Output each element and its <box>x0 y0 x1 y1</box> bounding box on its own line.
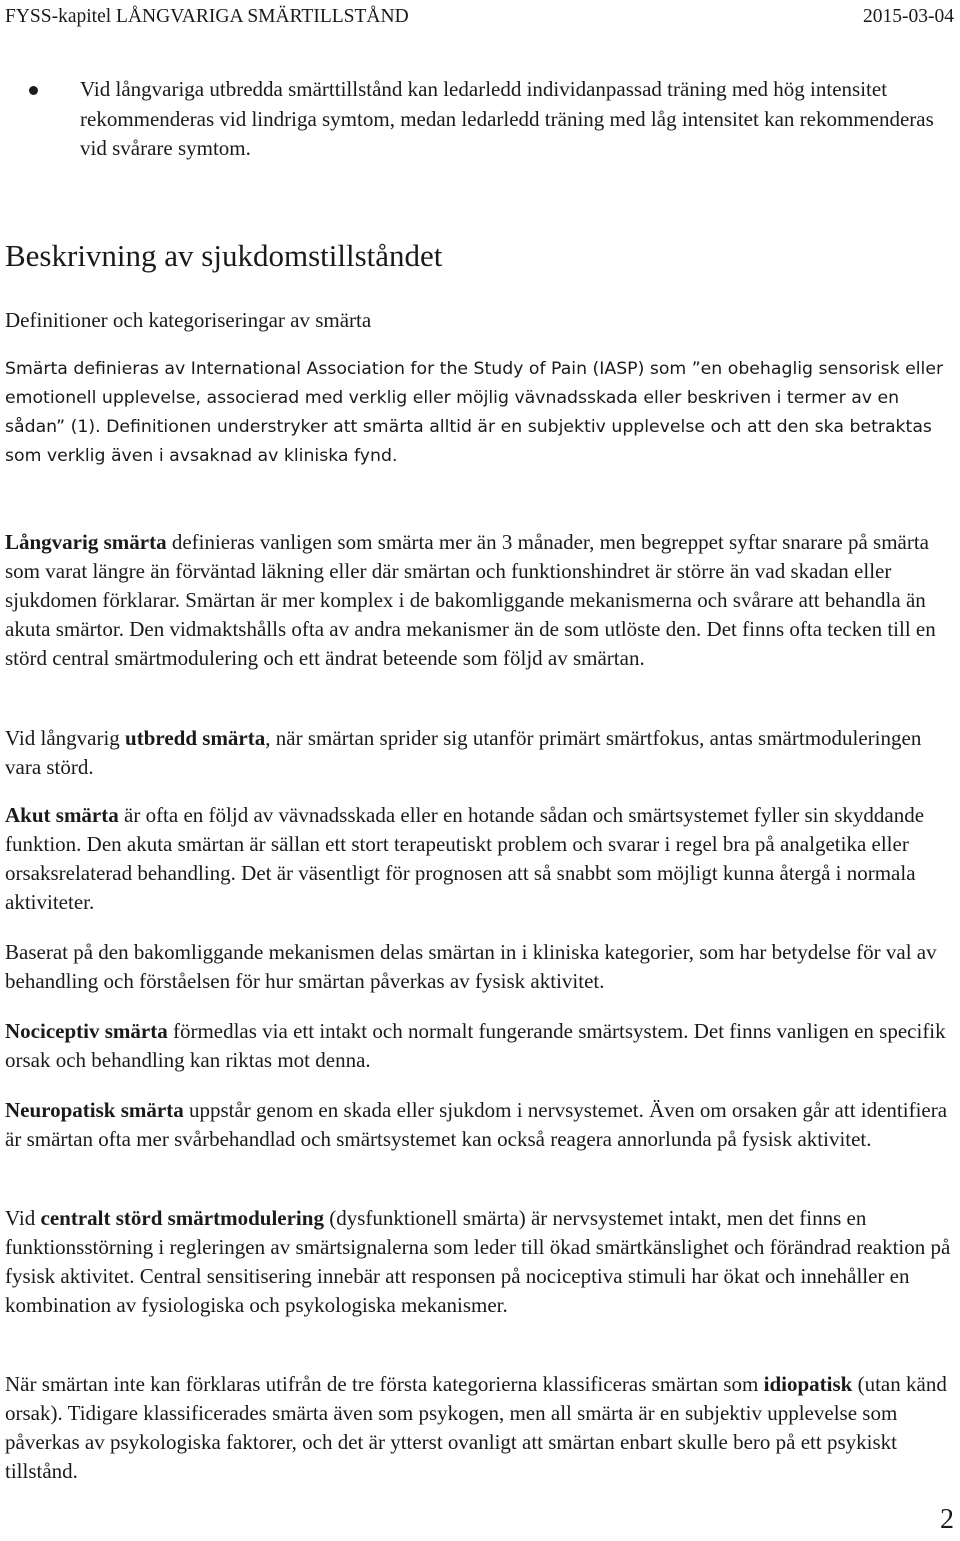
paragraph-text: (dysfunktionell smärta) är nervsystemet intakt, men det finns en funktionsstörning i regleringen av smärtsignalerna som leder till ökad smärtkänslighet och förändrad reaktion på fysisk aktivitet. Central sensitisering innebär att responsen på nociceptiva stimuli har ökat och innehåller en kombination av fysiologiska och psykologiska mekanismer. <box>5 1206 951 1317</box>
paragraph-text: Vid <box>5 1206 41 1230</box>
term-bold: Neuropatisk smärta <box>5 1098 184 1122</box>
paragraph-text: Vid långvarig <box>5 726 126 750</box>
paragraph-iasp-definition <box>5 355 960 471</box>
paragraph-neuropatisk-smarta <box>5 1096 960 1154</box>
term-bold: Nociceptiv smärta <box>5 1019 168 1043</box>
bullet-icon <box>29 86 38 95</box>
header-date: 2015-03-04 <box>863 6 954 27</box>
term-bold: Akut smärta <box>5 803 119 827</box>
paragraph-text: (utan känd orsak). Tidigare klassificerades smärta även som psykogen, men all smärta är en subjektiv upplevelse som påverkas av psykologiska faktorer, och det är ytterst ovanligt att smärtan enbart skulle bero på ett psykiskt tillstånd. <box>5 1372 947 1483</box>
paragraph-langvarig-smarta <box>5 528 960 673</box>
paragraph-utbredd-smarta <box>5 724 960 782</box>
paragraph-text: , när smärtan sprider sig utanför primärt smärtfokus, antas smärtmoduleringen vara störd. <box>5 726 922 779</box>
paragraph-text: Baserat på den bakomliggande mekanismen delas smärtan in i kliniska kategorier, som har betydelse för val av behandling och förståelsen för hur smärtan påverkas av fysisk aktivitet. <box>5 940 937 993</box>
header-chapter-title: FYSS-kapitel LÅNGVARIGA SMÄRTILLSTÅND <box>5 6 409 27</box>
paragraph-text: är ofta en följd av vävnadsskada eller en hotande sådan och smärtsystemet fyller sin skyddande funktion. Den akuta smärtan är sällan ett stort terapeutiskt problem och svarar i regel bra på analgetika eller orsaksrelaterad behandling. Det är väsentligt för prognosen att så snabbt som möjligt kunna återgå i normala aktiviteter. <box>5 803 925 914</box>
paragraph-kliniska-kategorier <box>5 938 960 996</box>
paragraph-text: förmedlas via ett intakt och normalt fungerande smärtsystem. Det finns vanligen en specifik orsak och behandling kan riktas mot denna. <box>5 1019 946 1072</box>
paragraph-text: Smärta definieras av International Association for the Study of Pain (IASP) som ”en obehaglig sensorisk eller emotionell upplevelse, associerad med verklig eller möjlig vävnadsskada eller beskriven i termer av en sådan” (1). Definitionen understryker att smärta alltid är en subjektiv upplevelse och att den ska betraktas som verklig även i avsaknad av kliniska fynd. <box>5 359 944 466</box>
paragraph-text: uppstår genom en skada eller sjukdom i nervsystemet. Även om orsaken går att identifiera är smärtan ofta mer svårbehandlad och smärtsystemet kan också reagera annorlunda på fysisk aktivitet. <box>5 1098 948 1151</box>
paragraph-idiopatisk-smarta <box>5 1370 960 1486</box>
page-number: 2 <box>940 1504 954 1535</box>
paragraph-text: definieras vanligen som smärta mer än 3 månader, men begreppet syftar snarare på smärta som varat längre än förväntad läkning eller där smärtan och funktionshindret är större än vad skadan eller sjukdomen förklarar. Smärtan är mer komplex i de bakomliggande mekanismerna och svårare att behandla än akuta smärtor. Den vidmaktshålls ofta av andra mekanismer än de som utlöste den. Det finns ofta tecken till en störd central smärtmodulering och ett ändrat beteende som följd av smärtan. <box>5 530 936 670</box>
term-bold: idiopatisk <box>763 1372 853 1396</box>
bullet-text: Vid långvariga utbredda smärttillstånd kan ledarledd individanpassad träning med hög intensitet rekommenderas vid lindriga symtom, medan ledarledd träning med låg intensitet kan rekommenderas vid svårare symtom. <box>80 77 934 160</box>
term-bold: centralt störd smärtmodulering <box>40 1206 324 1230</box>
section-heading: Beskrivning av sjukdomstillståndet <box>5 238 443 273</box>
term-bold: utbredd smärta <box>125 726 266 750</box>
paragraph-central-smartmodulering <box>5 1204 960 1320</box>
paragraph-nociceptiv-smarta <box>5 1017 960 1075</box>
term-bold: Långvarig smärta <box>5 530 167 554</box>
paragraph-text: När smärtan inte kan förklaras utifrån de tre första kategorierna klassificeras smärtan som <box>5 1372 764 1396</box>
page-header <box>5 4 954 30</box>
subsection-heading: Definitioner och kategoriseringar av smärta <box>5 308 372 332</box>
paragraph-akut-smarta <box>5 801 960 917</box>
